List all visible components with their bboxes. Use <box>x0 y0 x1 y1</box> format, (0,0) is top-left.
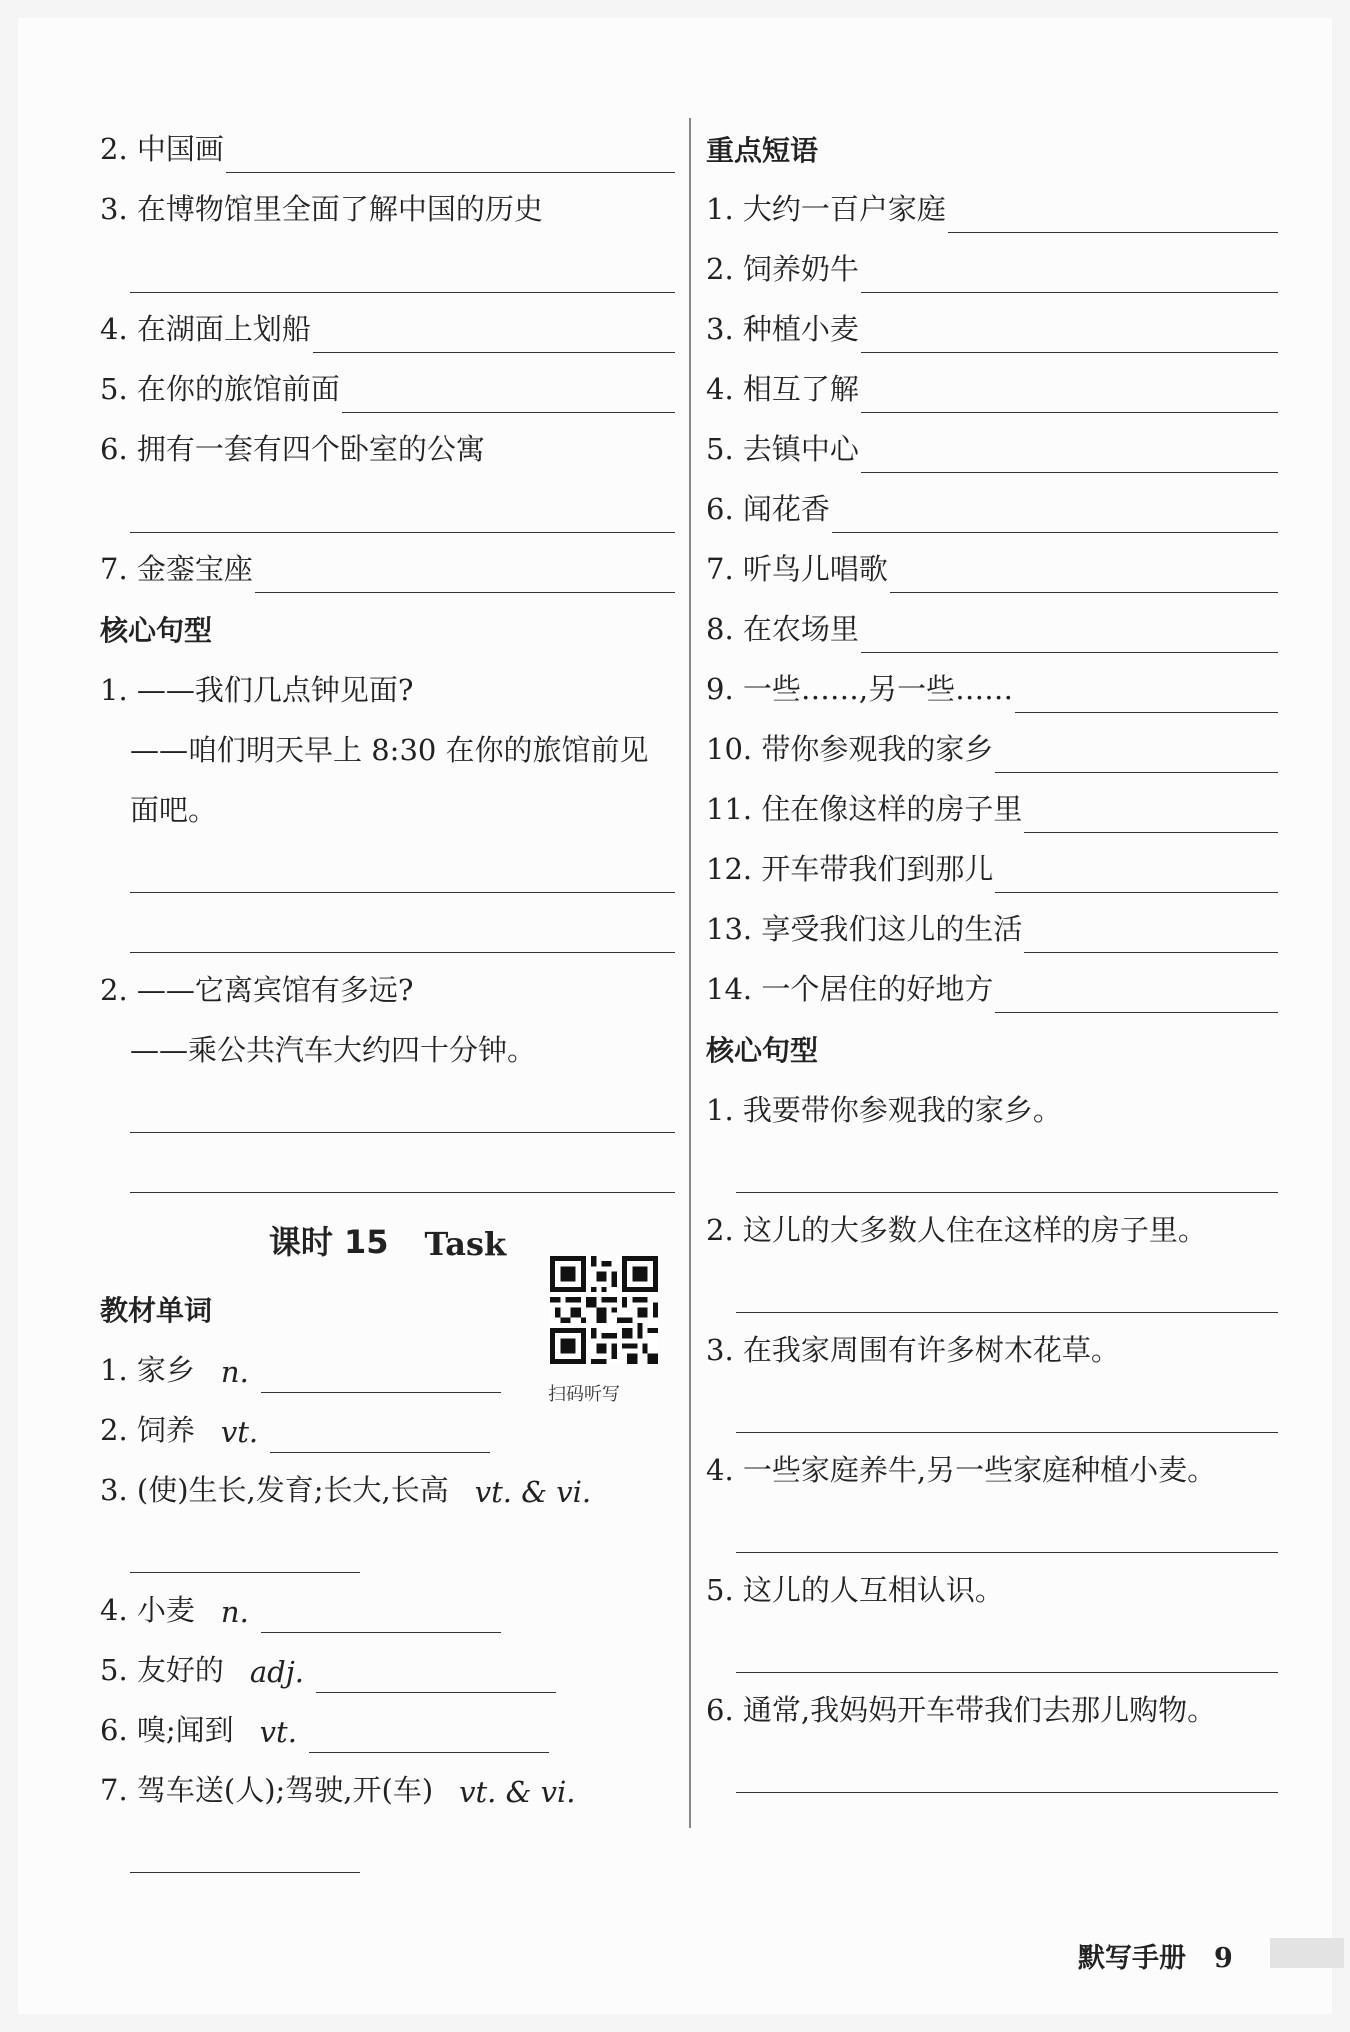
phrase-text: 13. 享受我们这儿的生活 <box>706 912 1023 946</box>
phrase-text: 5. 去镇中心 <box>706 432 859 466</box>
page-footer <box>1078 1936 1233 1975</box>
phrase-item <box>706 953 1278 1013</box>
answer-line[interactable] <box>861 378 1278 413</box>
phrase-text: 8. 在农场里 <box>706 612 859 646</box>
answer-line[interactable] <box>995 738 1278 773</box>
phrase-text: 6. 闻花香 <box>706 492 830 526</box>
answer-line[interactable] <box>100 833 675 893</box>
answer-line[interactable] <box>861 258 1278 293</box>
part-of-speech: vt. & vi. <box>474 1475 592 1509</box>
column-divider <box>689 118 691 1828</box>
answer-line[interactable] <box>100 1133 675 1193</box>
word-meaning: 2. 饲养 <box>100 1413 195 1447</box>
phrase-text: 3. 在博物馆里全面了解中国的历史 <box>100 192 543 226</box>
phrase-item <box>706 833 1278 893</box>
phrase-text: 3. 种植小麦 <box>706 312 859 346</box>
answer-line[interactable] <box>313 318 675 353</box>
section-heading-sentences: 核心句型 <box>706 1034 819 1067</box>
book-title: 默写手册 <box>1078 1943 1186 1974</box>
phrase-text: 4. 在湖面上划船 <box>100 312 311 346</box>
answer-line[interactable] <box>861 318 1278 353</box>
phrase-list <box>100 113 675 593</box>
phrase-text: 10. 带你参观我的家乡 <box>706 732 994 766</box>
phrase-item <box>706 593 1278 653</box>
answer-line[interactable] <box>861 438 1278 473</box>
word-meaning: 4. 小麦 <box>100 1593 195 1627</box>
answer-line[interactable] <box>316 1658 556 1693</box>
lesson-title-en: Task <box>424 1225 507 1263</box>
qr-caption: 扫码听写 <box>548 1384 620 1405</box>
answer-line[interactable] <box>706 1613 1278 1673</box>
answer-line[interactable] <box>995 858 1278 893</box>
word-item <box>100 1453 675 1513</box>
phrase-item <box>100 413 675 473</box>
part-of-speech: adj. <box>249 1655 304 1689</box>
phrase-item <box>706 233 1278 293</box>
phrase-text: 9. 一些……,另一些…… <box>706 672 1014 706</box>
sentence-item: 1. 我要带你参观我的家乡。 <box>706 1093 1062 1127</box>
phrase-item <box>706 173 1278 233</box>
sentence-list <box>706 1073 1278 1793</box>
phrase-text: 2. 饲养奶牛 <box>706 252 859 286</box>
sentence-answer: ——乘公共汽车大约四十分钟。 <box>130 1033 537 1067</box>
sentence-item: 4. 一些家庭养牛,另一些家庭种植小麦。 <box>706 1453 1217 1487</box>
answer-line[interactable] <box>861 618 1278 653</box>
phrase-item <box>100 113 675 173</box>
sentence-answer-continued: 面吧。 <box>130 793 218 827</box>
phrase-text: 1. 大约一百户家庭 <box>706 192 946 226</box>
answer-line[interactable] <box>100 1813 675 1873</box>
answer-line[interactable] <box>100 233 675 293</box>
phrase-item <box>706 773 1278 833</box>
phrase-text: 11. 住在像这样的房子里 <box>706 792 1023 826</box>
phrase-text: 6. 拥有一套有四个卧室的公寓 <box>100 432 485 466</box>
answer-line[interactable] <box>255 558 675 593</box>
answer-line[interactable] <box>309 1718 549 1753</box>
phrase-list <box>706 173 1278 1013</box>
word-item <box>100 1633 675 1693</box>
word-meaning: 5. 友好的 <box>100 1653 224 1687</box>
answer-line[interactable] <box>261 1358 501 1393</box>
sentence-item: 5. 这儿的人互相认识。 <box>706 1573 1004 1607</box>
phrase-item <box>706 653 1278 713</box>
part-of-speech: vt. <box>220 1415 259 1449</box>
answer-line[interactable] <box>342 378 675 413</box>
sentence-question: 1. ——我们几点钟见面? <box>100 673 414 707</box>
qr-code-icon[interactable] <box>550 1256 658 1364</box>
answer-line[interactable] <box>706 1493 1278 1553</box>
answer-line[interactable] <box>270 1418 490 1453</box>
answer-line[interactable] <box>1024 918 1278 953</box>
phrase-item <box>100 533 675 593</box>
sentence-question: 2. ——它离宾馆有多远? <box>100 973 414 1007</box>
left-column <box>100 113 675 1873</box>
phrase-text: 7. 听鸟儿唱歌 <box>706 552 888 586</box>
sentence-answer: ——咱们明天早上 8:30 在你的旅馆前见 <box>130 733 649 767</box>
part-of-speech: vt. & vi. <box>459 1775 576 1809</box>
phrase-text: 2. 中国画 <box>100 132 224 166</box>
answer-line[interactable] <box>1024 798 1278 833</box>
answer-line[interactable] <box>832 498 1278 533</box>
phrase-item <box>100 293 675 353</box>
sentence-item: 3. 在我家周围有许多树木花草。 <box>706 1333 1120 1367</box>
answer-line[interactable] <box>1015 678 1278 713</box>
phrase-text: 5. 在你的旅馆前面 <box>100 372 340 406</box>
phrase-item <box>706 893 1278 953</box>
phrase-item <box>706 293 1278 353</box>
word-item <box>100 1693 675 1753</box>
part-of-speech: vt. <box>259 1715 297 1749</box>
page-number: 9 <box>1214 1943 1233 1974</box>
section-heading-phrases: 重点短语 <box>706 134 819 167</box>
word-list <box>100 1333 675 1873</box>
part-of-speech: n. <box>220 1355 249 1389</box>
answer-line[interactable] <box>948 198 1278 233</box>
part-of-speech: n. <box>220 1595 249 1629</box>
word-meaning: 7. 驾车送(人);驾驶,开(车) <box>100 1773 434 1807</box>
word-item <box>100 1573 675 1633</box>
right-column <box>706 113 1278 1793</box>
answer-line[interactable] <box>100 473 675 533</box>
sentence-item: 6. 通常,我妈妈开车带我们去那儿购物。 <box>706 1693 1217 1727</box>
phrase-item <box>706 533 1278 593</box>
phrase-item <box>706 713 1278 773</box>
word-item <box>100 1753 675 1813</box>
page-edge-tab <box>1270 1938 1344 1968</box>
answer-line[interactable] <box>100 893 675 953</box>
phrase-item <box>100 353 675 413</box>
worksheet-page <box>18 18 1332 2014</box>
answer-line[interactable] <box>706 1133 1278 1193</box>
answer-line[interactable] <box>226 138 675 173</box>
phrase-text: 14. 一个居住的好地方 <box>706 972 994 1006</box>
phrase-text: 4. 相互了解 <box>706 372 859 406</box>
word-meaning: 6. 嗅;闻到 <box>100 1713 234 1747</box>
answer-line[interactable] <box>706 1373 1278 1433</box>
answer-line[interactable] <box>706 1733 1278 1793</box>
sentence-item: 2. 这儿的大多数人住在这样的房子里。 <box>706 1213 1207 1247</box>
phrase-text: 12. 开车带我们到那儿 <box>706 852 994 886</box>
word-meaning: 3. (使)生长,发育;长大,长高 <box>100 1473 449 1507</box>
phrase-item <box>706 353 1278 413</box>
answer-line[interactable] <box>890 558 1278 593</box>
answer-line[interactable] <box>100 1513 675 1573</box>
answer-line[interactable] <box>706 1253 1278 1313</box>
phrase-item <box>706 413 1278 473</box>
lesson-title-cn: 课时 15 <box>268 1223 389 1261</box>
word-meaning: 1. 家乡 <box>100 1353 195 1387</box>
answer-line[interactable] <box>995 978 1278 1013</box>
section-heading-sentences: 核心句型 <box>100 614 213 647</box>
answer-line[interactable] <box>100 1073 675 1133</box>
phrase-item <box>100 173 675 233</box>
answer-line[interactable] <box>261 1598 501 1633</box>
section-heading-words: 教材单词 <box>100 1294 213 1327</box>
phrase-item <box>706 473 1278 533</box>
phrase-text: 7. 金銮宝座 <box>100 552 253 586</box>
